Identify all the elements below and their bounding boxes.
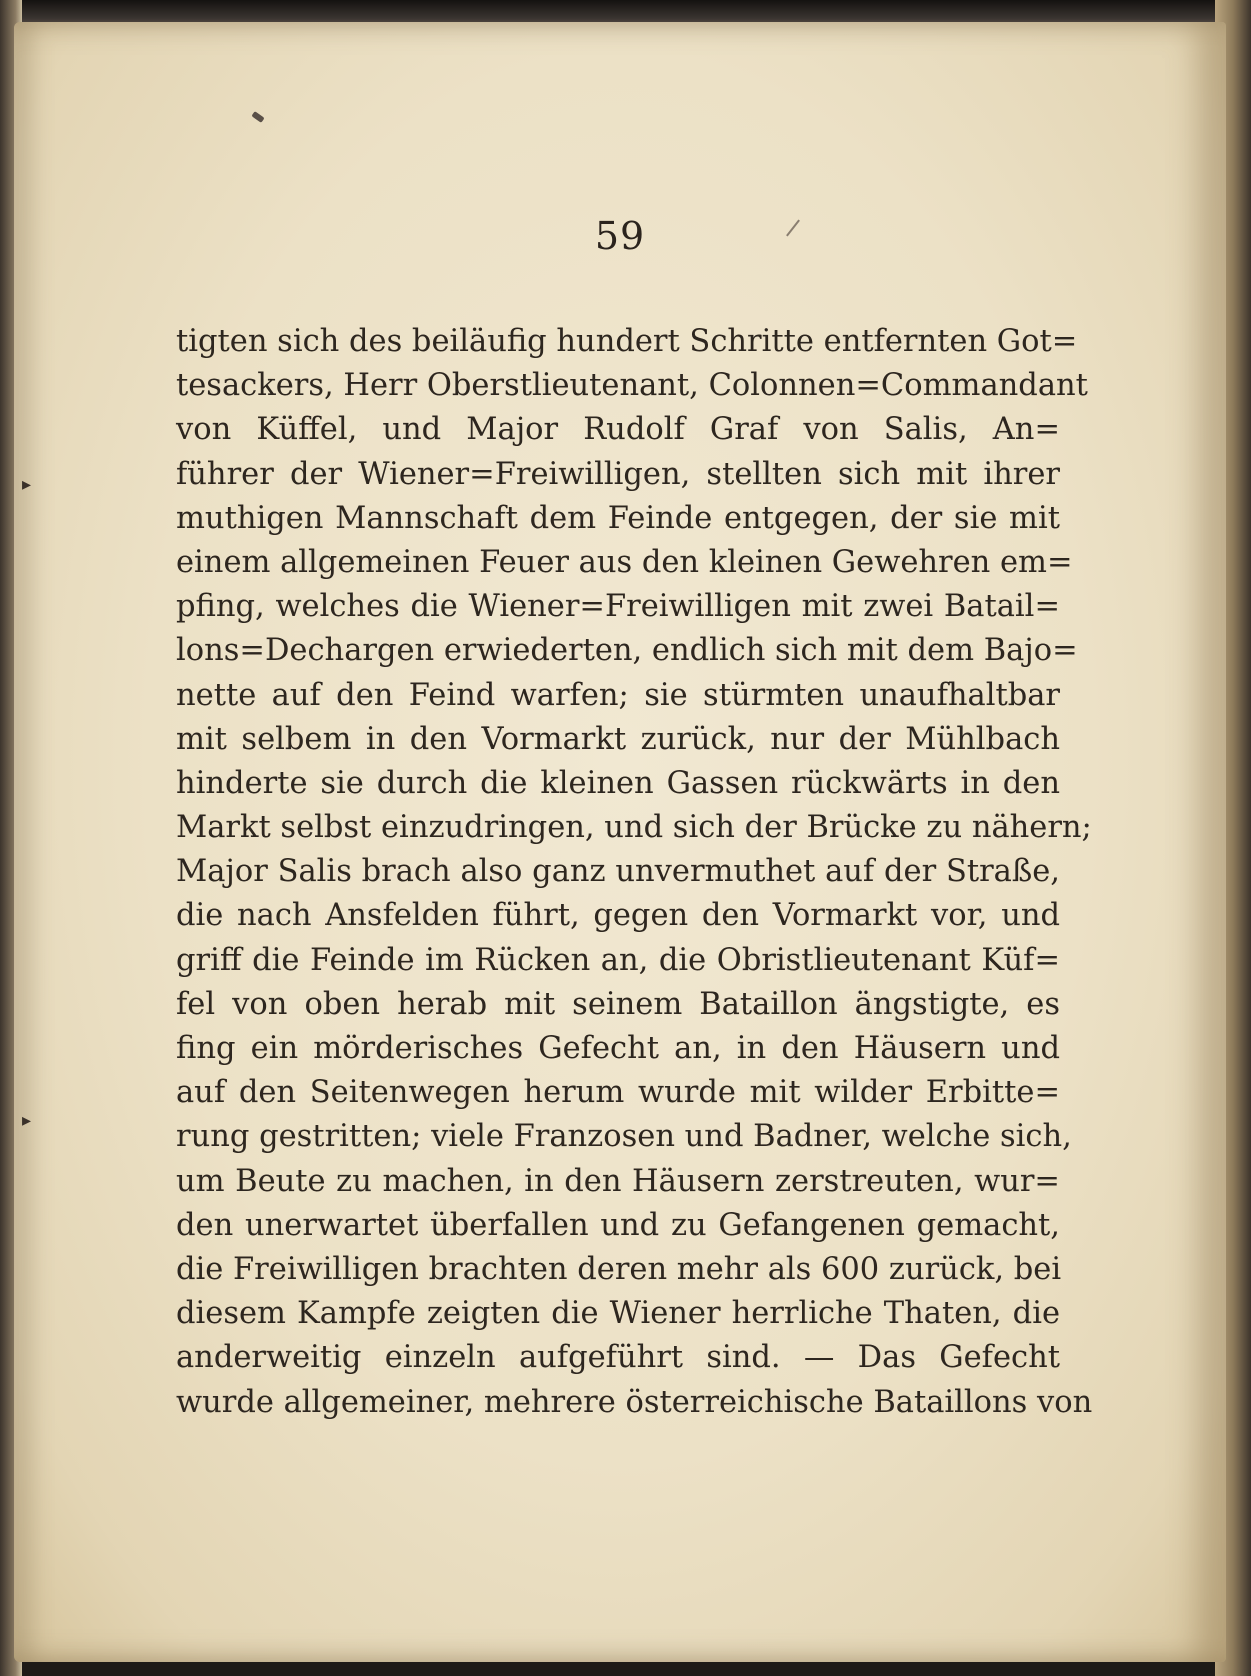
text-line: die nach Ansfelden führt, gegen den Vormarkt vor, und — [176, 898, 1060, 934]
text-line: die Freiwilligen brachten deren mehr als 600 zurück, bei — [176, 1251, 1062, 1287]
text-line: Markt selbst einzudringen, und sich der Brücke zu nähern; — [176, 810, 1092, 846]
text-line: mit selbem in den Vormarkt zurück, nur der Mühlbach — [176, 721, 1060, 757]
text-line: auf den Seitenwegen herum wurde mit wilder Erbitte= — [176, 1075, 1060, 1111]
text-line: hinderte sie durch die kleinen Gassen rückwärts in den — [176, 765, 1060, 801]
text-line: rung gestritten; viele Franzosen und Badner, welche sich, — [176, 1119, 1072, 1155]
text-line: tigten sich des beiläufig hundert Schritte entfernten Got= — [176, 324, 1078, 359]
text-line: den unerwartet überfallen und zu Gefangenen gemacht, — [176, 1207, 1060, 1243]
text-line: um Beute zu machen, in den Häusern zerstreuten, wur= — [176, 1163, 1060, 1199]
text-line: wurde allgemeiner, mehrere österreichische Bataillons von — [176, 1384, 1093, 1420]
text-line: fing ein mörderisches Gefecht an, in den Häusern und — [176, 1031, 1060, 1066]
text-line: einem allgemeinen Feuer aus den kleinen Gewehren em= — [176, 544, 1073, 580]
margin-arrow-icon: ▸ — [22, 474, 32, 495]
ink-smudge — [251, 111, 264, 123]
text-line: pfing, welches die Wiener=Freiwilligen mit zwei Batail= — [176, 589, 1060, 625]
body-text — [176, 320, 1093, 1425]
text-line: nette auf den Feind warfen; sie stürmten unaufhaltbar — [176, 677, 1060, 713]
margin-arrow-icon: ▸ — [22, 1110, 32, 1131]
paper-page — [14, 22, 1226, 1662]
text-line: diesem Kampfe zeigten die Wiener herrliche Thaten, die — [176, 1296, 1060, 1332]
page-number: 59 — [594, 214, 646, 258]
text-line: von Küffel, und Major Rudolf Graf von Salis, An= — [176, 412, 1060, 448]
text-line: tesackers, Herr Oberstlieutenant, Colonnen=Commandant — [176, 368, 1088, 404]
text-line: führer der Wiener=Freiwilligen, stellten sich mit ihrer — [176, 456, 1060, 492]
text-line: fel von oben herab mit seinem Bataillon ängstigte, es — [176, 986, 1060, 1022]
text-line: anderweitig einzeln aufgeführt sind. — Das Gefecht — [176, 1340, 1060, 1376]
text-line: muthigen Mannschaft dem Feinde entgegen, der sie mit — [176, 500, 1060, 536]
text-line: lons=Dechargen erwiederten, endlich sich mit dem Bajo= — [176, 633, 1078, 669]
text-line: Major Salis brach also ganz unvermuthet auf der Straße, — [176, 854, 1060, 890]
text-line: griff die Feinde im Rücken an, die Obristlieutenant Küf= — [176, 942, 1060, 978]
